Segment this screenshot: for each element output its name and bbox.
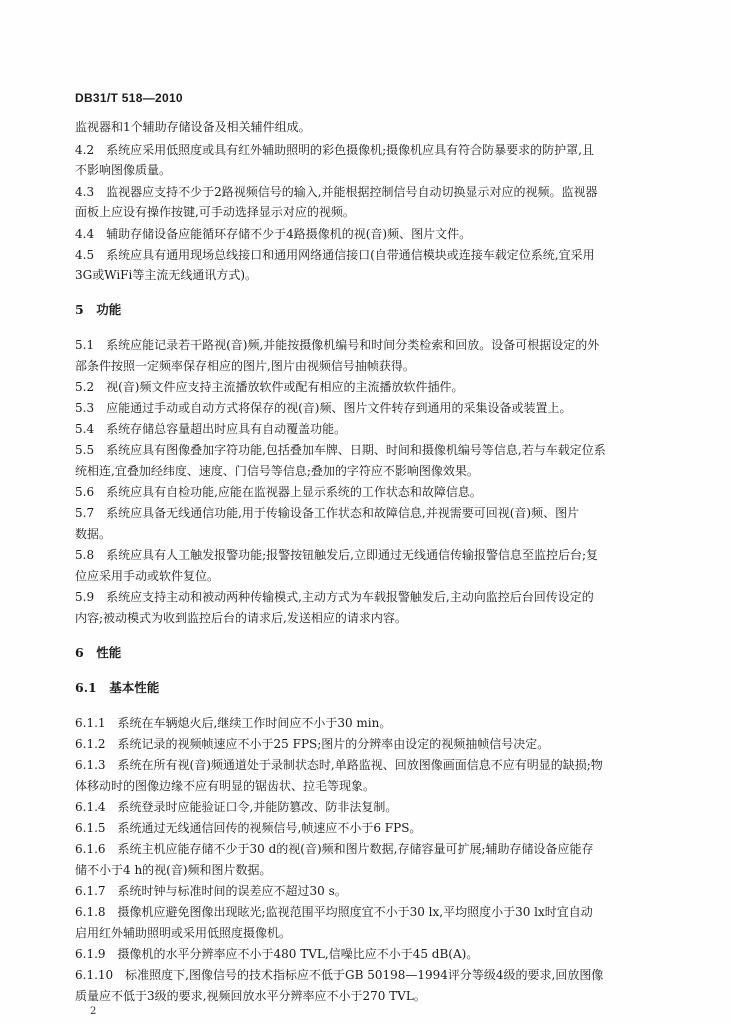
clause-6-1-7: 6.1.7 系统时钟与标准时间的误差应不超过30 s。 xyxy=(75,884,347,898)
text-line: 3G或WiFi等主流无线通讯方式)。 xyxy=(75,268,258,282)
page-number: 2 xyxy=(90,1006,97,1017)
clause-6-1-9: 6.1.9 摄像机的水平分辨率应不小于480 TVL,信噪比应不小于45 dB(A)。 xyxy=(75,947,479,961)
clause-5-8: 5.8 系统应具有人工触发报警功能;报警按钮触发后,立即通过无线通信传输报警信息至监控后台;复 xyxy=(75,548,598,562)
clause-5-3: 5.3 应能通过手动或自动方式将保存的视(音)频、图片文件转存到通用的采集设备或装置上。 xyxy=(75,401,572,415)
text-line: 不影响图像质量。 xyxy=(75,163,172,177)
clause-5-9: 5.9 系统应支持主动和被动两种传输模式,主动方式为车载报警触发后,主动向监控后台回传设定的 xyxy=(75,590,594,604)
section-5-heading: 5 功能 xyxy=(75,302,122,317)
text-line: 位应采用手动或软件复位。 xyxy=(75,569,220,583)
text-line: 内容;被动模式为收到监控后台的请求后,发送相应的请求内容。 xyxy=(75,611,407,625)
clause-5-5: 5.5 系统应具有图像叠加字符功能,包括叠加车牌、日期、时间和摄像机编号等信息,若与车载定位系 xyxy=(75,443,606,457)
clause-5-1: 5.1 系统应能记录若干路视(音)频,并能按摄像机编号和时间分类检索和回放。设备可根据设定的外 xyxy=(75,338,600,352)
clause-5-6: 5.6 系统应具有自检功能,应能在监视器上显示系统的工作状态和故障信息。 xyxy=(75,485,482,499)
text-line: 部条件按照一定频率保存相应的图片,图片由视频信号抽帧获得。 xyxy=(75,359,415,373)
text-line: 数据。 xyxy=(75,527,112,541)
text-line: 面板上应设有操作按键,可手动选择显示对应的视频。 xyxy=(75,205,355,219)
clause-6-1-1: 6.1.1 系统在车辆熄火后,继续工作时间应不小于30 min。 xyxy=(75,716,392,730)
clause-5-2: 5.2 视(音)频文件应支持主流播放软件或配有相应的主流播放软件插件。 xyxy=(75,380,464,394)
clause-6-1-5: 6.1.5 系统通过无线通信回传的视频信号,帧速应不小于6 FPS。 xyxy=(75,821,422,835)
clause-5-7: 5.7 系统应具备无线通信功能,用于传输设备工作状态和故障信息,并视需要可回视(音)频、图片 xyxy=(75,506,580,520)
text-line: 储不小于4 h的视(音)频和图片数据。 xyxy=(75,863,272,877)
text-line: 启用红外辅助照明或采用低照度摄像机。 xyxy=(75,926,292,940)
standard-code-header: DB31/T 518—2010 xyxy=(75,91,183,105)
section-6-heading: 6 性能 xyxy=(75,645,122,660)
clause-4-5: 4.5 系统应具有通用现场总线接口和通用网络通信接口(自带通信模块或连接车载定位系统,宜采用 xyxy=(75,248,595,262)
text-line: 质量应不低于3级的要求,视频回放水平分辨率应不小于270 TVL。 xyxy=(75,989,426,1003)
clause-6-1-3: 6.1.3 系统在所有视(音)频通道处于录制状态时,单路监视、回放图像画面信息不应有明显的缺损;物 xyxy=(75,758,603,772)
clause-6-1-8: 6.1.8 摄像机应避免图像出现眩光;监视范围平均照度宜不小于30 lx,平均照度小于30 lx时宜自动 xyxy=(75,905,593,919)
clause-4-4: 4.4 辅助存储设备应能循环存储不少于4路摄像机的视(音)频、图片文件。 xyxy=(75,227,472,241)
clause-6-1-2: 6.1.2 系统记录的视频帧速应不小于25 FPS;图片的分辨率由设定的视频抽帧信号决定。 xyxy=(75,737,550,751)
text-line: 统相连,宜叠加经纬度、速度、门信号等信息;叠加的字符应不影响图像效果。 xyxy=(75,464,479,478)
clause-6-1-10: 6.1.10 标准照度下,图像信号的技术指标应不低于GB 50198—1994评分等级4级的要求,回放图像 xyxy=(75,968,604,982)
clause-6-1-4: 6.1.4 系统登录时应能验证口令,并能防篡改、防非法复制。 xyxy=(75,800,398,814)
section-6-1-heading: 6.1 基本性能 xyxy=(75,680,160,695)
clause-5-4: 5.4 系统存储总容量超出时应具有自动覆盖功能。 xyxy=(75,422,347,436)
clause-6-1-6: 6.1.6 系统主机应能存储不少于30 d的视(音)频和图片数据,存储容量可扩展;辅助存储设备应能存 xyxy=(75,842,594,856)
clause-4-2: 4.2 系统应采用低照度或具有红外辅助照明的彩色摄像机;摄像机应具有符合防暴要求的防护罩,且 xyxy=(75,143,594,157)
text-line: 监视器和1个辅助存储设备及相关辅件组成。 xyxy=(75,120,311,134)
text-line: 体移动时的图像边缘不应有明显的锯齿状、拉毛等现象。 xyxy=(75,779,376,793)
clause-4-3: 4.3 监视器应支持不少于2路视频信号的输入,并能根据控制信号自动切换显示对应的视频。监视器 xyxy=(75,185,598,199)
